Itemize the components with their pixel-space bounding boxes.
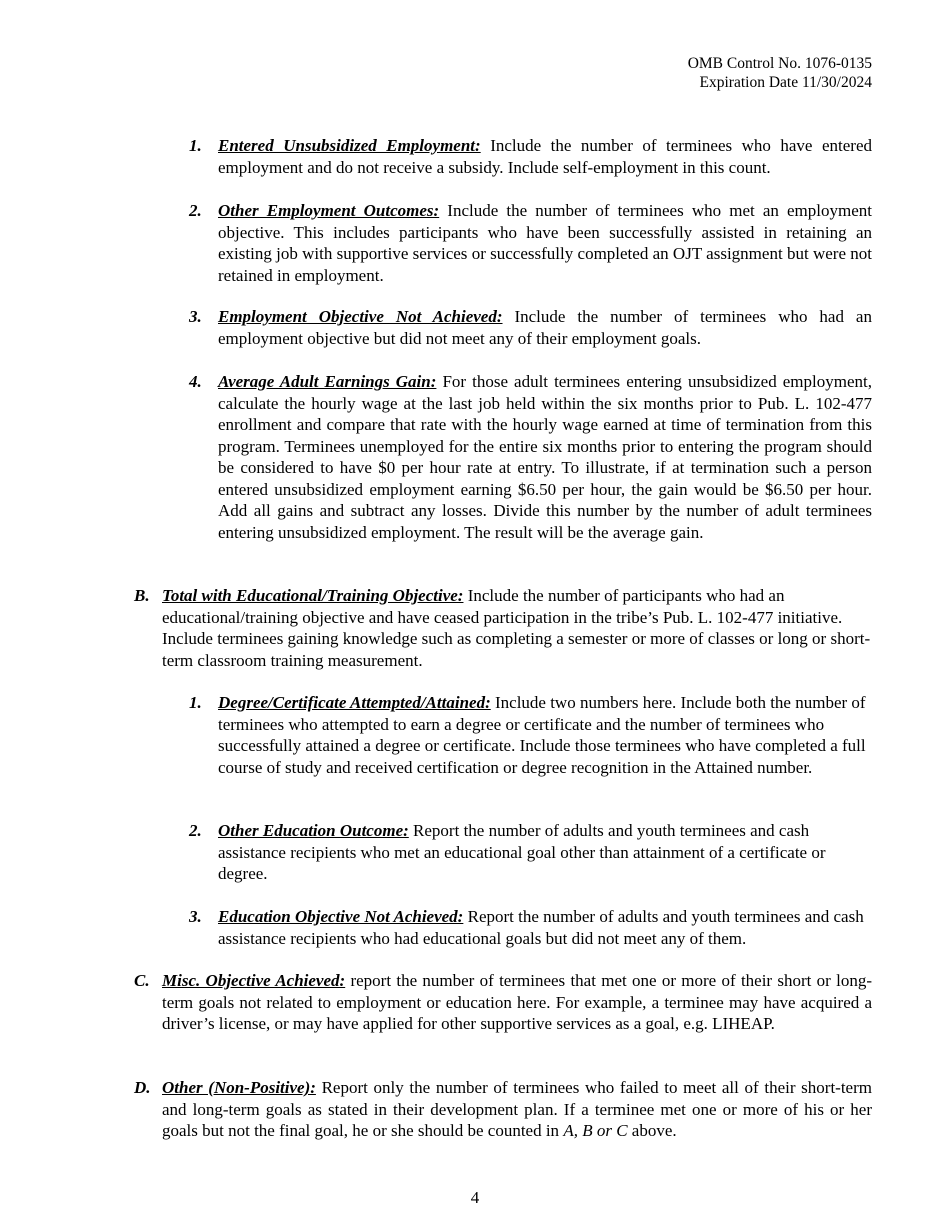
section-letter: D. bbox=[134, 1078, 151, 1097]
item-text: Include the number of terminees who have entered employment and do not receive a subsidy. Include self-employment in this count. bbox=[218, 136, 872, 177]
item-text: For those adult terminees entering unsubsidized employment, calculate the hourly wage at the last job held within the six months prior to Pub. L. 102-477 enrollment and compare that rate with the hourly wage earned at time of termination from this program. Terminees unemployed for the entire six months prior to entering the program should be considered to have $0 per hour rate at entry. To illustrate, if at termination such a person entered unsubsidized employment earning $6.50 per hour, the gain would be $6.50 per hour. Add all gains and subtract any losses. Divide this number by the number of adult terminees entering unsubsidized employment. The result will be the average gain. bbox=[218, 372, 872, 542]
item-title: Education Objective Not Achieved: bbox=[218, 907, 464, 926]
page-header bbox=[688, 55, 872, 92]
section-text: Report only the number of terminees who failed to meet all of their short-term and long-term goals as stated in their development plan. If a terminee met one or more of his or her goals but not the final goal, he or she should be counted in bbox=[162, 1078, 872, 1140]
item-number: 2. bbox=[189, 821, 202, 840]
section-text: report the number of terminees that met one or more of their short or long-term goals not related to employment or education here. For example, a terminee may have acquired a driver’s license, or may have applied for other supportive services as a goal, e.g. LIHEAP. bbox=[162, 971, 873, 1033]
item-text: Include the number of terminees who met an employment objective. This includes participants who have been successfully assisted in retaining an existing job with supportive services or successfully completed an OJT assignment but were not retained in employment. bbox=[218, 201, 872, 285]
item-title: Average Adult Earnings Gain: bbox=[218, 372, 437, 391]
section-text: Include the number of participants who had an educational/training objective and have ceased participation in the tribe’s Pub. L. 102-477 initiative. Include terminees gaining knowledge such as completing a semester or more of classes or long or short-term classroom training measurement. bbox=[162, 586, 871, 670]
section-letter: C. bbox=[134, 971, 150, 990]
list-item-other-employment-outcomes bbox=[189, 200, 872, 286]
list-item-entered-unsubsidized-employment bbox=[189, 135, 872, 178]
item-title: Other Education Outcome: bbox=[218, 821, 409, 840]
section-text-end: above. bbox=[627, 1121, 677, 1140]
item-number: 1. bbox=[189, 693, 202, 712]
list-item-employment-objective-not-achieved bbox=[189, 306, 872, 349]
item-number: 3. bbox=[189, 307, 202, 326]
item-text: Include the number of terminees who had an employment objective but did not meet any of their employment goals. bbox=[218, 307, 872, 348]
item-number: 2. bbox=[189, 201, 202, 220]
item-title: Other Employment Outcomes: bbox=[218, 201, 440, 220]
section-letter: B. bbox=[134, 586, 150, 605]
item-title: Employment Objective Not Achieved: bbox=[218, 307, 503, 326]
item-text: Include two numbers here. Include both the number of terminees who attempted to earn a degree or certificate and the number of terminees who successfully attained a degree or certificate. Include those terminees who have completed a full course of study and received certification or degree recognition in the Attained number. bbox=[218, 693, 866, 777]
item-title: Degree/Certificate Attempted/Attained: bbox=[218, 693, 491, 712]
list-item-other-education-outcome bbox=[189, 820, 872, 885]
list-item-average-adult-earnings-gain bbox=[189, 371, 872, 543]
item-number: 1. bbox=[189, 136, 202, 155]
section-title: Misc. Objective Achieved: bbox=[162, 971, 346, 990]
expiration-date: Expiration Date 11/30/2024 bbox=[699, 73, 872, 91]
section-title: Other (Non-Positive): bbox=[162, 1078, 316, 1097]
section-b-educational-training-objective bbox=[134, 585, 872, 671]
item-text: Report the number of adults and youth terminees and cash assistance recipients who had educational goals but did not meet any of them. bbox=[218, 907, 864, 948]
section-d-other-non-positive bbox=[134, 1077, 872, 1142]
list-item-degree-certificate bbox=[189, 692, 872, 778]
item-text: Report the number of adults and youth terminees and cash assistance recipients who met an educational goal other than attainment of a certificate or degree. bbox=[218, 821, 826, 883]
item-title: Entered Unsubsidized Employment: bbox=[218, 136, 481, 155]
section-title: Total with Educational/Training Objective: bbox=[162, 586, 464, 605]
section-emphasis: A, B or C bbox=[563, 1121, 628, 1140]
list-item-education-objective-not-achieved bbox=[189, 906, 872, 949]
section-c-misc-objective-achieved bbox=[134, 970, 873, 1035]
omb-control-number: OMB Control No. 1076-0135 bbox=[687, 55, 872, 72]
page-number: 4 bbox=[470, 1188, 480, 1207]
item-number: 4. bbox=[189, 372, 202, 391]
item-number: 3. bbox=[189, 907, 202, 926]
